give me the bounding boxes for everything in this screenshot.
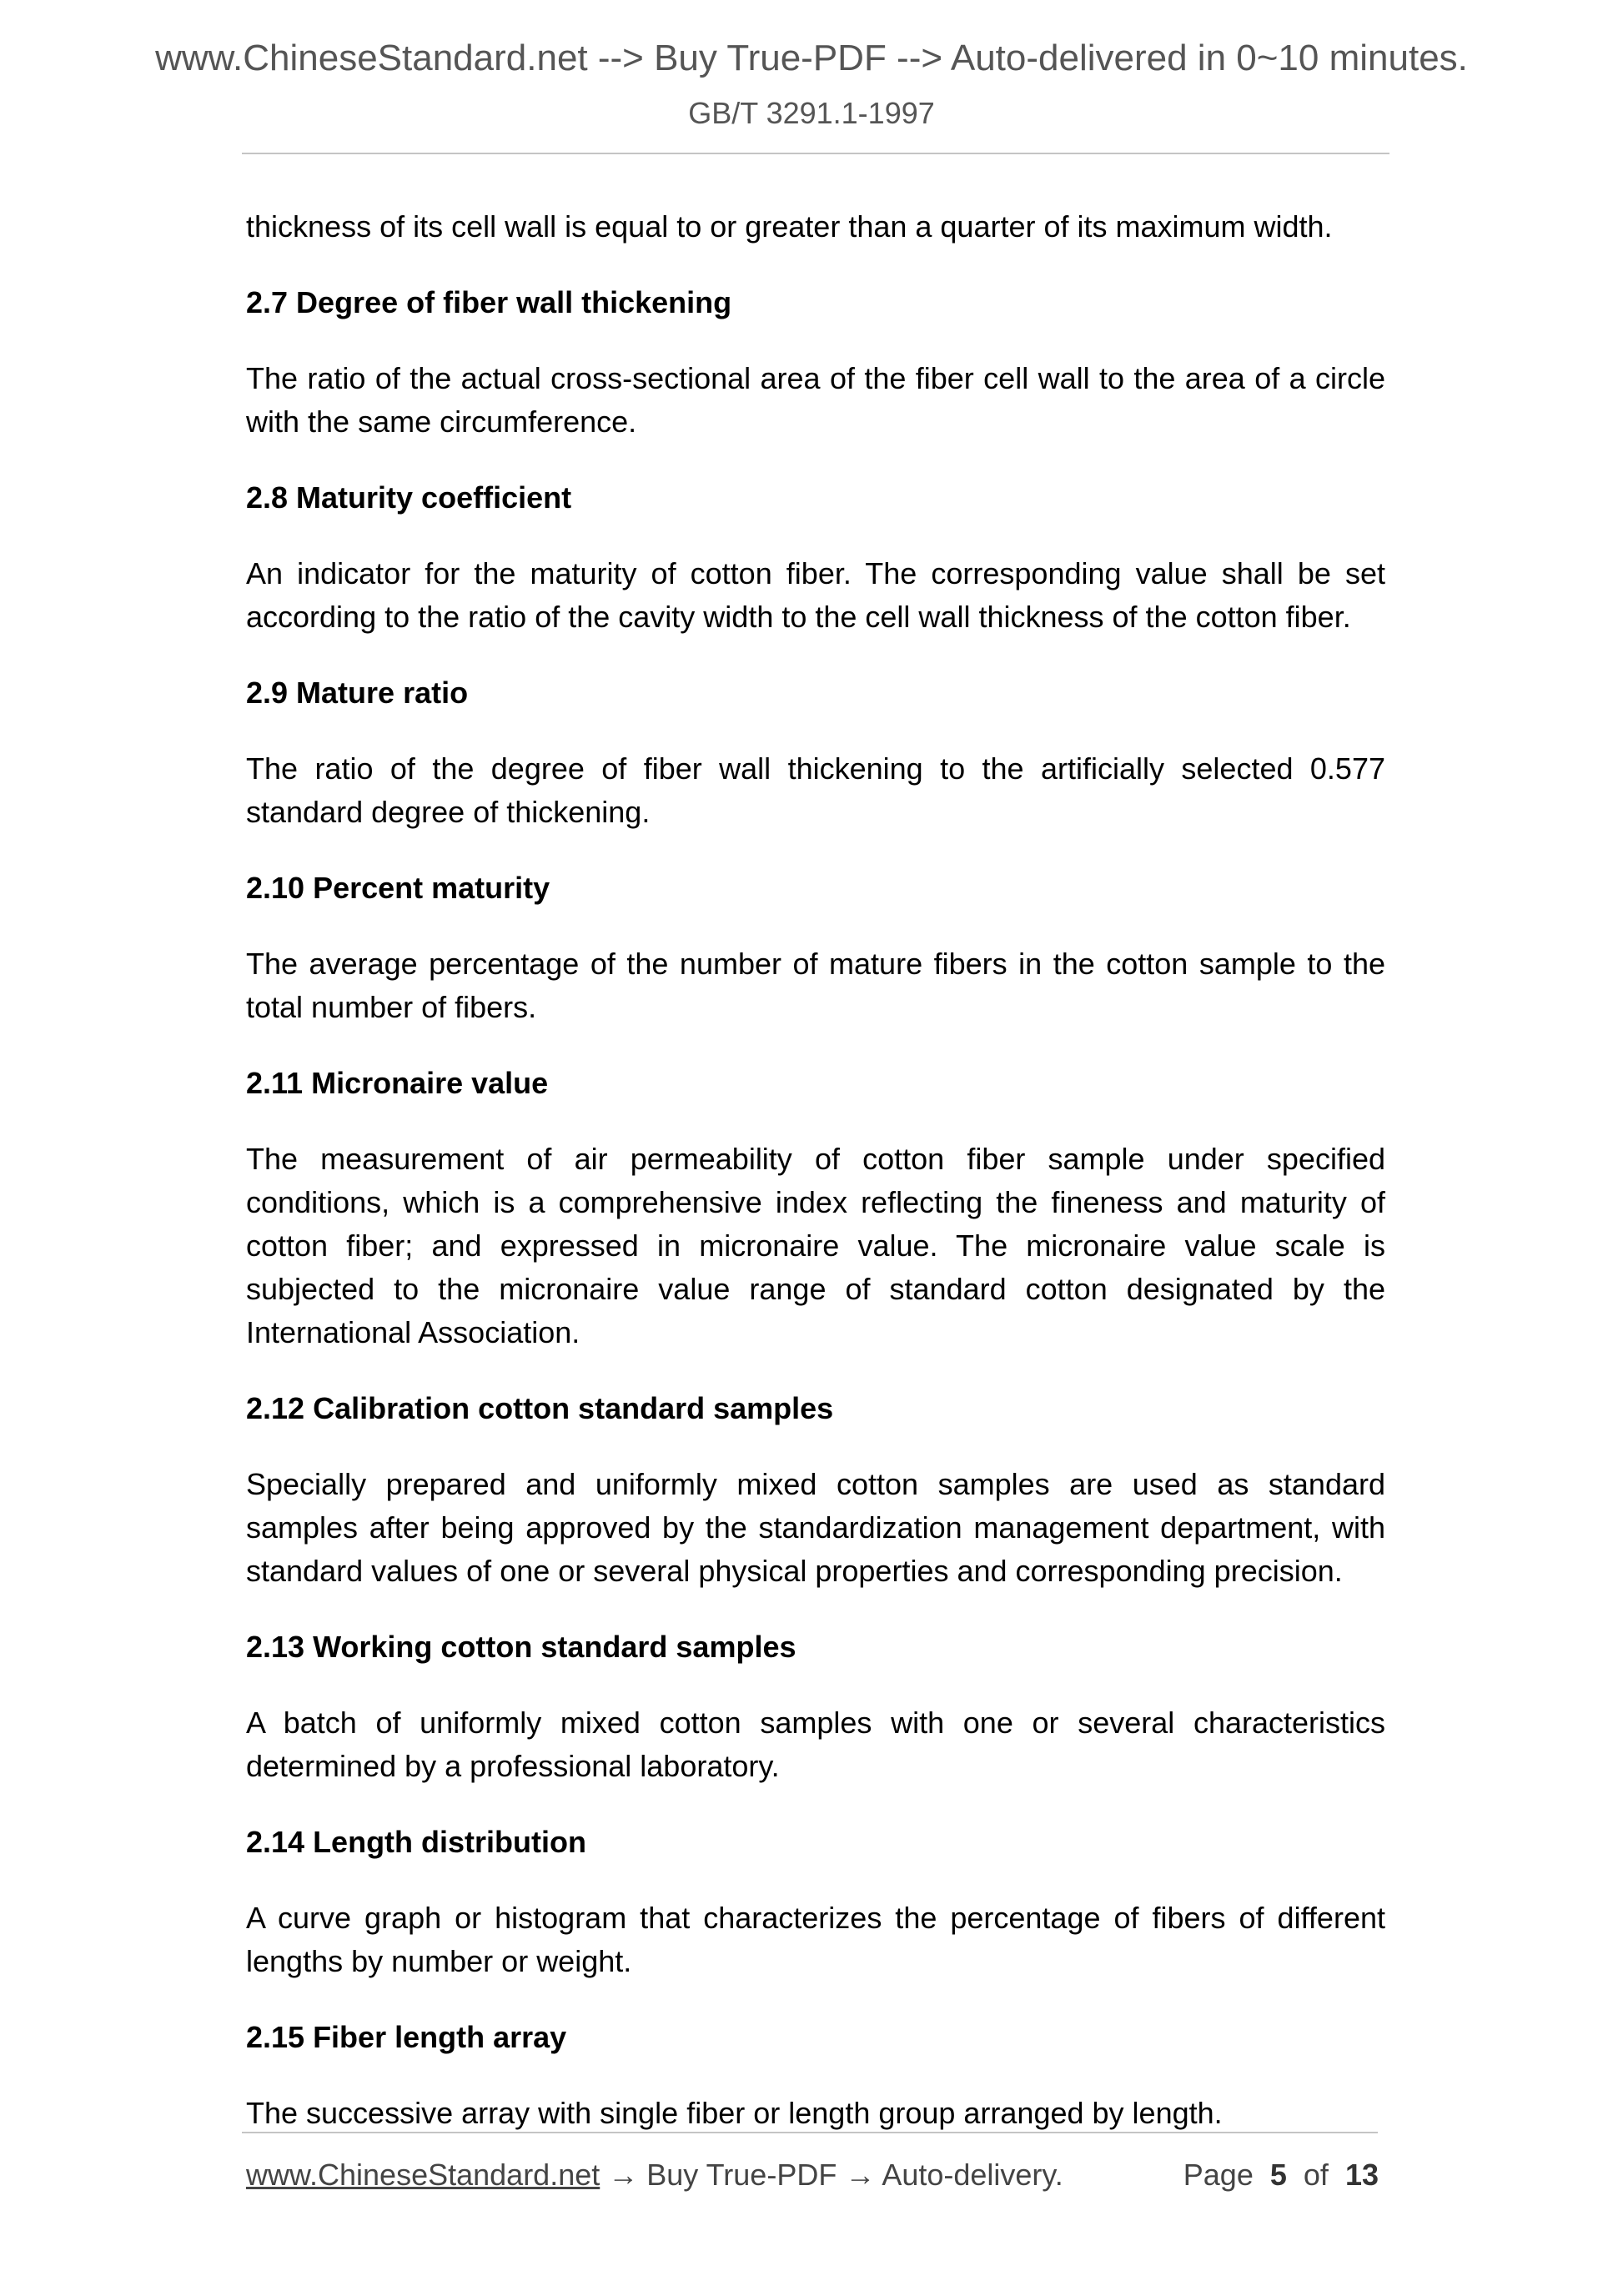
section-heading-2-12: 2.12 Calibration cotton standard samples (246, 1391, 834, 1425)
site-banner: www.ChineseStandard.net --> Buy True-PDF --> Auto-delivered in 0~10 minutes. (155, 38, 1468, 78)
section-text-2-11: The measurement of air permeability of cotton fiber sample under specified conditions, which is a comprehensive index reflecting the fineness and maturity of cotton fiber; and expressed in micronaire value. The micronaire value scale is subjected to the micronaire value range of standard cotton designated by the International Association. (246, 1142, 1385, 1349)
footer-divider (242, 2132, 1378, 2133)
page-current: 5 (1269, 2158, 1287, 2192)
page-indicator (1183, 2153, 1379, 2197)
section-heading-2-8: 2.8 Maturity coefficient (246, 480, 572, 515)
section-text-2-10: The average percentage of the number of mature fibers in the cotton sample to the total number of fibers. (246, 947, 1385, 1024)
footer-tagline: → Buy True-PDF → Auto-delivery. (600, 2158, 1063, 2192)
header-divider (242, 153, 1389, 154)
section-heading-2-9: 2.9 Mature ratio (246, 676, 469, 710)
page-label: Page (1183, 2158, 1254, 2192)
intro-paragraph: thickness of its cell wall is equal to or greater than a quarter of its maximum width. (246, 209, 1333, 244)
section-heading-2-11: 2.11 Micronaire value (246, 1066, 549, 1100)
section-heading-2-10: 2.10 Percent maturity (246, 871, 550, 905)
section-text-2-9: The ratio of the degree of fiber wall thickening to the artificially selected 0.577 standard degree of thickening. (246, 751, 1385, 829)
footer-promo (246, 2153, 1063, 2197)
document-number: GB/T 3291.1-1997 (688, 96, 935, 130)
document-body (246, 205, 1385, 2168)
section-heading-2-13: 2.13 Working cotton standard samples (246, 1630, 796, 1664)
footer-site-link[interactable]: www.ChineseStandard.net (246, 2158, 600, 2192)
page-of-label: of (1303, 2158, 1329, 2192)
section-heading-2-14: 2.14 Length distribution (246, 1825, 587, 1859)
section-text-2-7: The ratio of the actual cross-sectional area of the fiber cell wall to the area of a circle with the same circumference. (246, 361, 1385, 439)
section-heading-2-7: 2.7 Degree of fiber wall thickening (246, 285, 732, 319)
page-total: 13 (1344, 2158, 1379, 2192)
section-text-2-14: A curve graph or histogram that characterizes the percentage of fibers of different lengths by number or weight. (246, 1901, 1385, 1978)
section-text-2-12: Specially prepared and uniformly mixed cotton samples are used as standard samples after being approved by the standardization management department, with standard values of one or several physical properties and corresponding precision. (246, 1467, 1385, 1588)
section-heading-2-15: 2.15 Fiber length array (246, 2020, 567, 2054)
section-text-2-13: A batch of uniformly mixed cotton samples with one or several characteristics determined by a professional laboratory. (246, 1706, 1385, 1783)
section-text-2-8: An indicator for the maturity of cotton fiber. The corresponding value shall be set according to the ratio of the cavity width to the cell wall thickness of the cotton fiber. (246, 556, 1385, 634)
section-text-2-15: The successive array with single fiber or length group arranged by length. (246, 2096, 1223, 2130)
